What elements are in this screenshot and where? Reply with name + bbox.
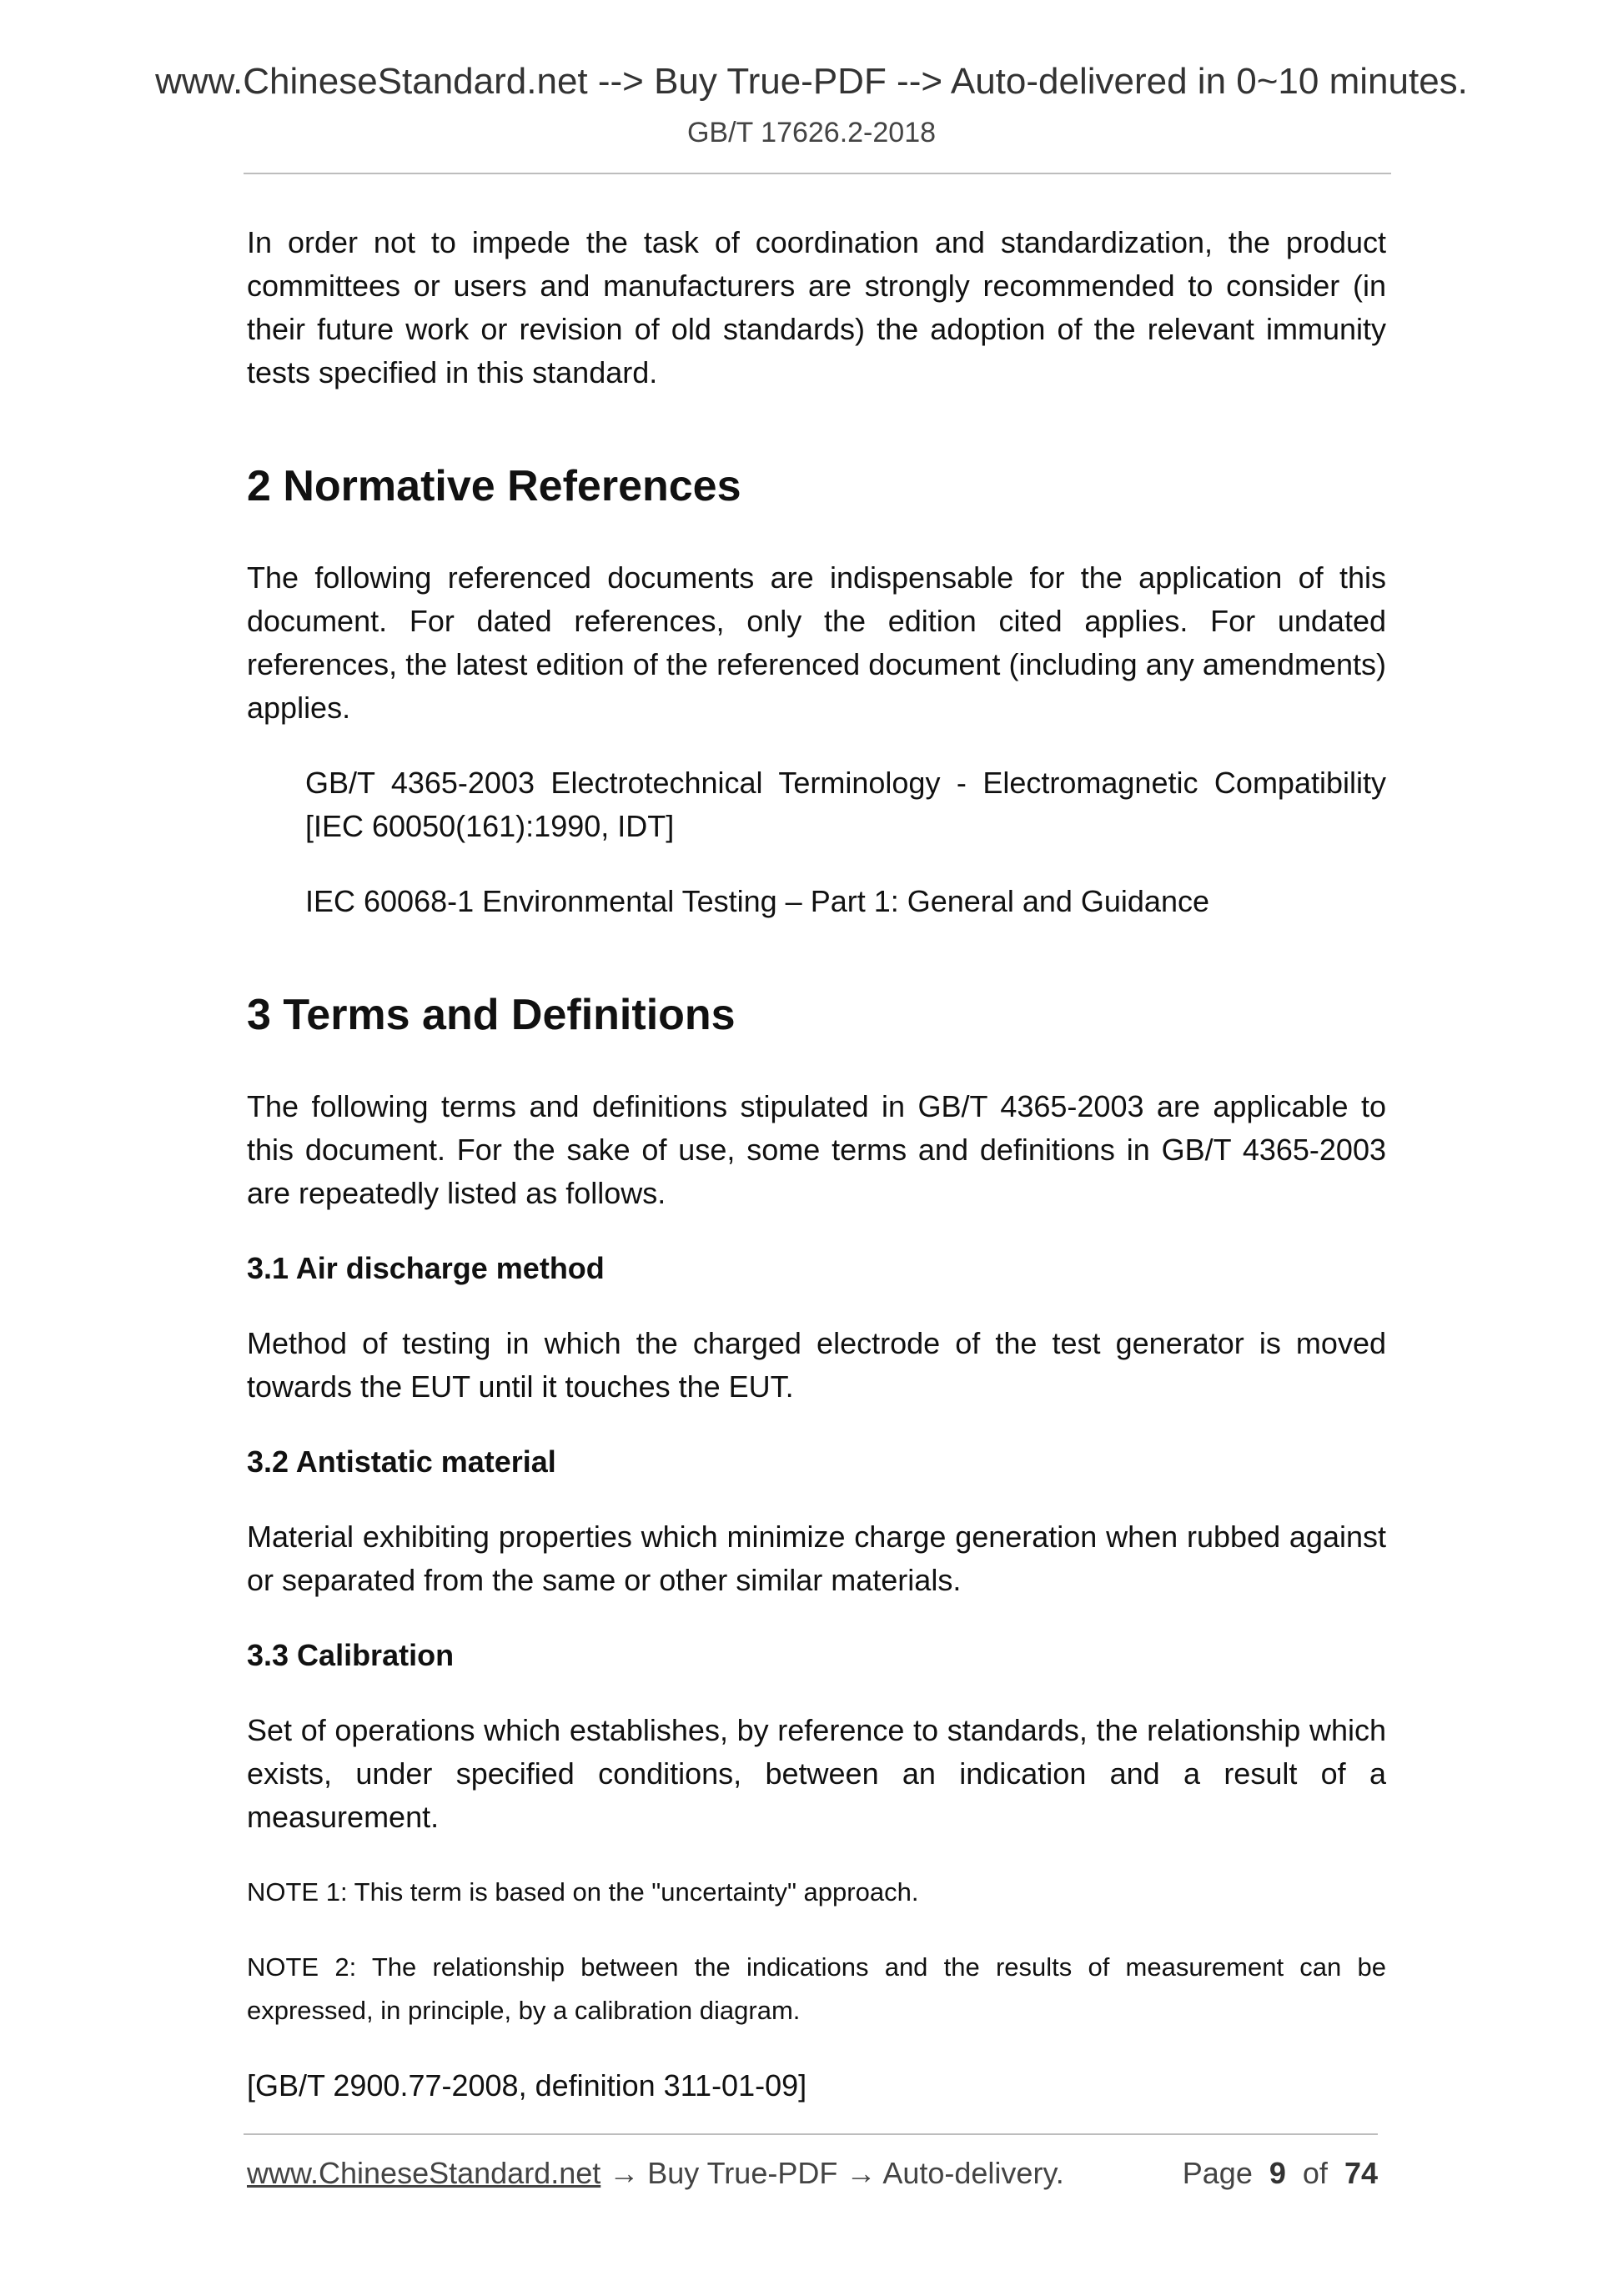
term-3-3-source: [GB/T 2900.77-2008, definition 311-01-09] [247, 2068, 807, 2103]
footer-divider [244, 2133, 1378, 2135]
header-divider [244, 173, 1391, 174]
reference-item: GB/T 4365-2003 Electrotechnical Terminology - Electromagnetic Compatibility [IEC 60050(161):1990, IDT] [305, 766, 1386, 843]
header-banner: www.ChineseStandard.net --> Buy True-PDF --> Auto-delivered in 0~10 minutes. [155, 61, 1468, 102]
page-label: Page [1182, 2156, 1253, 2190]
page-of: of [1302, 2156, 1328, 2190]
page-total: 74 [1344, 2156, 1378, 2190]
section-2-heading: 2 Normative References [247, 462, 741, 510]
section-2-paragraph: The following referenced documents are indispensable for the application of this document. For dated references, only the edition cited applies. For undated references, the latest edition of the referenced document (including any amendments) applies. [247, 560, 1386, 725]
note-1: NOTE 1: This term is based on the "uncertainty" approach. [247, 1877, 919, 1907]
term-3-2-definition: Material exhibiting properties which minimize charge generation when rubbed against or separated from the same or other similar materials. [247, 1520, 1386, 1597]
page-current: 9 [1269, 2156, 1286, 2190]
term-3-1-definition: Method of testing in which the charged electrode of the test generator is moved towards the EUT until it touches the EUT. [247, 1326, 1386, 1404]
page-header [0, 60, 1623, 150]
term-3-1-title: 3.1 Air discharge method [247, 1251, 605, 1285]
section-3-heading: 3 Terms and Definitions [247, 991, 736, 1039]
term-3-2-title: 3.2 Antistatic material [247, 1444, 556, 1479]
footer-promo-text: → Buy True-PDF → Auto-delivery. [609, 2156, 1064, 2190]
section-3-paragraph: The following terms and definitions stipulated in GB/T 4365-2003 are applicable to this document. For the sake of use, some terms and definitions in GB/T 4365-2003 are repeatedly listed as follows. [247, 1089, 1386, 1210]
reference-item: IEC 60068-1 Environmental Testing – Part 1: General and Guidance [305, 884, 1209, 918]
document-body [247, 221, 1386, 2139]
footer-promo [247, 2156, 1064, 2191]
term-3-3-title: 3.3 Calibration [247, 1638, 455, 1672]
footer-site-link[interactable]: www.ChineseStandard.net [247, 2156, 601, 2190]
term-3-3-definition: Set of operations which establishes, by reference to standards, the relationship which exists, under specified conditions, between an indication and a result of a measurement. [247, 1713, 1386, 1834]
note-2: NOTE 2: The relationship between the indications and the results of measurement can be expressed, in principle, by a calibration diagram. [247, 1952, 1386, 2025]
page-indicator [1183, 2156, 1378, 2191]
intro-paragraph: In order not to impede the task of coordination and standardization, the product committees or users and manufacturers are strongly recommended to consider (in their future work or revision of old standards) the adoption of the relevant immunity tests specified in this standard. [247, 225, 1386, 389]
standard-number: GB/T 17626.2-2018 [686, 116, 937, 148]
page-footer [247, 2156, 1381, 2198]
